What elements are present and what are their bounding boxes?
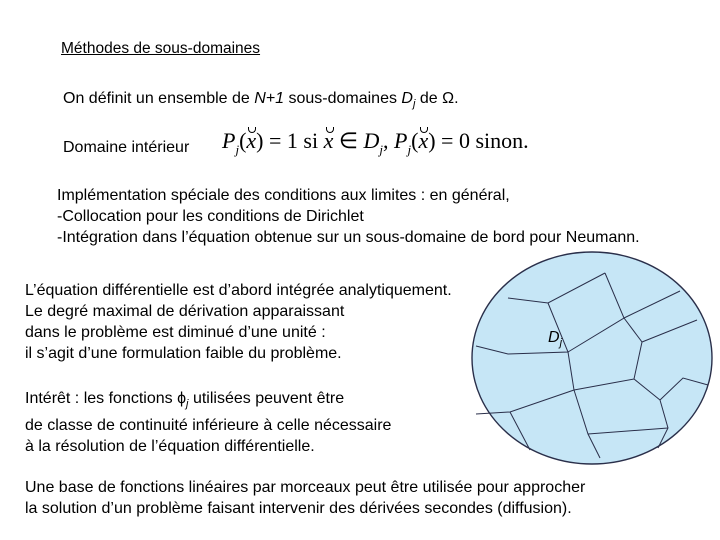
- subdomain-label-letter: D: [548, 329, 560, 346]
- formula-in: ∈: [333, 128, 364, 153]
- formula-paren-open1: (: [239, 128, 247, 153]
- basis-functions-block: [25, 477, 715, 519]
- formula-eq1: = 1 si: [263, 128, 324, 153]
- formula-x3: x: [418, 128, 429, 153]
- boundary-line: -Intégration dans l’équation obtenue sur un sous-domaine de bord pour Neumann.: [57, 229, 640, 246]
- interest-suffix: utilisées peuvent être: [188, 390, 345, 407]
- formula-eq0: = 0 sinon.: [435, 128, 529, 153]
- formula-sub1: j: [235, 142, 240, 157]
- analytic-line: Le degré maximal de dérivation apparaissant: [25, 303, 345, 320]
- interest-line-1: [25, 388, 545, 415]
- intro-suffix: de: [415, 90, 443, 107]
- formula-d: D: [363, 128, 380, 153]
- formula-p1: P: [222, 128, 236, 153]
- formula-paren-open2: (: [411, 128, 419, 153]
- boundary-conditions-block: [57, 185, 720, 248]
- formula-paren-close2: ): [428, 128, 436, 153]
- weak-formulation-block: [25, 280, 545, 364]
- formula-x1: x: [246, 128, 257, 153]
- intro-end: .: [454, 90, 459, 107]
- intro-d-sub: j: [412, 98, 416, 110]
- analytic-line: dans le problème est diminué d’une unité :: [25, 324, 326, 341]
- formula-p2: P: [394, 128, 408, 153]
- interest-block: [25, 388, 545, 457]
- formula-sub3: j: [407, 142, 412, 157]
- intro-d-letter: D: [401, 90, 413, 107]
- interior-formula: [222, 128, 529, 158]
- omega-symbol: Ω: [442, 90, 455, 107]
- boundary-line: -Collocation pour les conditions de Dirichlet: [57, 208, 364, 225]
- intro-n-expr: N+1: [254, 90, 285, 107]
- boundary-line: Implémentation spéciale des conditions aux limites : en général,: [57, 187, 510, 204]
- subdomain-label-sub: j: [559, 337, 563, 349]
- intro-prefix: On définit un ensemble de: [63, 90, 255, 107]
- basis-line: Une base de fonctions linéaires par morceaux peut être utilisée pour approcher: [25, 479, 586, 496]
- analytic-line: il s’agit d’une formulation faible du problème.: [25, 345, 342, 362]
- formula-paren-close1: ): [256, 128, 264, 153]
- phi-symbol: ϕ: [177, 390, 187, 407]
- interior-label: Domaine intérieur: [63, 139, 190, 156]
- interest-line-3: à la résolution de l’équation différentielle.: [25, 438, 315, 455]
- formula-x2: x: [323, 128, 334, 153]
- interest-prefix: Intérêt : les fonctions: [25, 390, 178, 407]
- intro-middle: sous-domaines: [284, 90, 402, 107]
- phi-sub: j: [186, 398, 189, 410]
- intro-line: [63, 88, 459, 115]
- analytic-line: L’équation différentielle est d’abord intégrée analytiquement.: [25, 282, 452, 299]
- slide-title: Méthodes de sous-domaines: [61, 40, 261, 57]
- formula-sub2: j: [379, 142, 384, 157]
- formula-comma: ,: [383, 128, 395, 153]
- basis-line: la solution d’un problème faisant intervenir des dérivées secondes (diffusion).: [25, 500, 572, 517]
- interest-line-2: de classe de continuité inférieure à celle nécessaire: [25, 417, 392, 434]
